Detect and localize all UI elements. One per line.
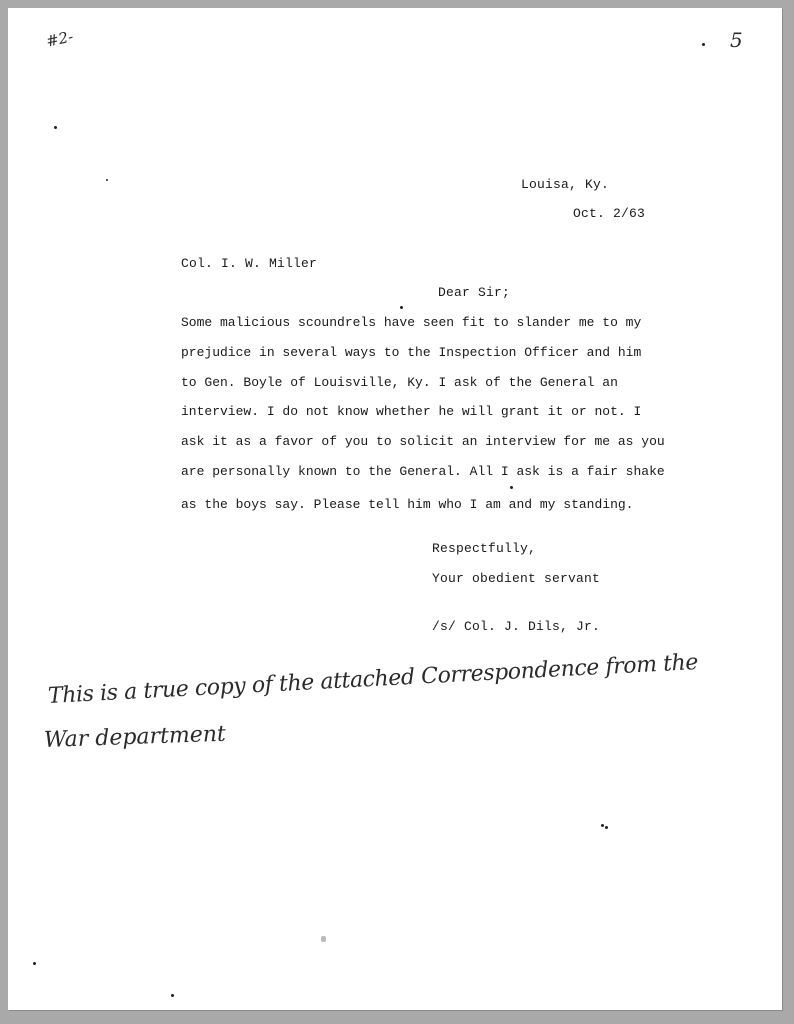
page-number: 5 (730, 28, 743, 52)
body-line: interview. I do not know whether he will grant it or not. I (181, 404, 642, 419)
scan-speck (702, 43, 705, 46)
letter-date: Oct. 2/63 (573, 206, 646, 221)
handwritten-note-line2: War department (43, 721, 227, 753)
scan-speck (601, 824, 604, 827)
letter-place: Louisa, Ky. (521, 177, 610, 192)
scan-speck (106, 179, 108, 181)
body-line: as the boys say. Please tell him who I am and my standing. (181, 497, 634, 512)
scan-speck (321, 936, 326, 942)
closing-servant: Your obedient servant (432, 571, 601, 586)
scan-speck (510, 486, 513, 489)
scan-speck (171, 994, 174, 997)
scan-speck (400, 306, 403, 309)
recipient: Col. I. W. Miller (181, 256, 318, 271)
body-line: prejudice in several ways to the Inspection Officer and him (181, 345, 642, 360)
body-line: to Gen. Boyle of Louisville, Ky. I ask of the General an (181, 375, 618, 390)
salutation: Dear Sir; (438, 285, 511, 300)
body-line: ask it as a favor of you to solicit an interview for me as you (181, 434, 665, 449)
signature: /s/ Col. J. Dils, Jr. (432, 619, 601, 634)
body-line: are personally known to the General. All I ask is a fair shake (181, 464, 665, 479)
closing-respectfully: Respectfully, (432, 541, 537, 556)
handwritten-note-line1: This is a true copy of the attached Correspondence from the (47, 649, 699, 709)
scan-speck (54, 126, 57, 129)
body-line: Some malicious scoundrels have seen fit to slander me to my (181, 315, 642, 330)
scan-speck (33, 962, 36, 965)
scan-speck (605, 826, 608, 829)
top-left-scribble: #2- (44, 27, 75, 51)
document-page (8, 8, 782, 1010)
